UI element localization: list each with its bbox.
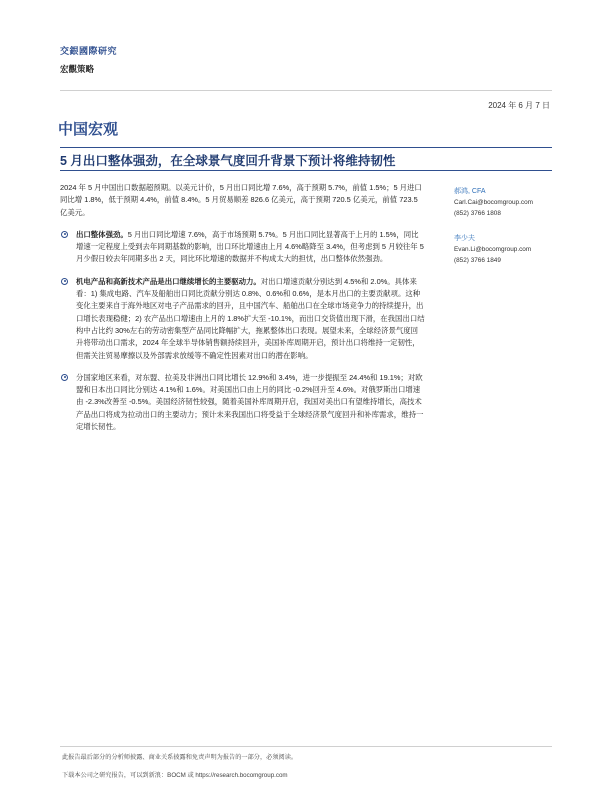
title-bar	[60, 147, 552, 171]
analyst-phone: (852) 3766 1849	[454, 257, 501, 264]
bullet-regions	[60, 372, 425, 433]
analyst-card	[454, 186, 554, 219]
analyst-phone: (852) 3766 1808	[454, 210, 501, 217]
bullet-icon	[61, 231, 68, 238]
bullet-export-strength	[60, 229, 425, 266]
brand-name: 交銀國際研究	[60, 46, 118, 56]
report-header	[60, 44, 117, 75]
bullet-drivers	[60, 276, 425, 362]
footer-divider	[60, 746, 552, 747]
bullet-heading: 机电产品和高新技术产品是出口继续增长的主要驱动力。	[76, 276, 261, 286]
bullet-text: 对出口增速贡献分别达到 4.5%和 2.0%。具体来看：1) 集成电路、汽车及船舶出口同比贡献分别达 0.8%、0.6%和 0.6%，是本月出口的主要贡献项。这种变化主要来自于海外地区对电子产品需求的回升，且中国汽车、船舶出口在全球市场竞争力的持续提升，出口增长表现稳健；2) 农产品出口增速由上月的 1.8%扩大至 -10.1%，而出口交货值出现下滑，在我国出口结构中占比约 30%左右的劳动密集型产品同比降幅扩大，拖累整体出口表现。展望未来，全球经济景气度回升将带动出口需求，2024 年全球半导体销售额持续回升，美国补库周期开启，预计出口将维持一定韧性，但需关注贸易摩擦以及外部需求放缓等不确定性因素对出口的潜在影响。	[76, 276, 425, 360]
bullet-heading: 出口整体强劲。	[76, 229, 128, 239]
analyst-card	[454, 233, 554, 266]
bullet-icon	[61, 278, 68, 285]
report-date: 2024 年 6 月 7 日	[488, 101, 550, 110]
research-access-note[interactable]: 下载本公司之研究报告，可以到新浪：BOCM 或 https://research.bocomgroup.com	[62, 772, 288, 779]
bullet-icon	[61, 374, 68, 381]
analyst-name: 郝鸿, CFA	[454, 188, 486, 195]
analyst-email[interactable]: Carl.Cai@bocomgroup.com	[454, 199, 533, 206]
analyst-column	[454, 186, 554, 280]
lead-paragraph: 2024 年 5 月中国出口数据超预期。以美元计价，5 月出口同比增 7.6%，高于预期 5.7%，前值 1.5%；5 月进口同比增 1.8%，低于预期 4.4%，前值 8.4%。5 月贸易顺差 826.6 亿美元，高于预期 720.5 亿美元，前值 723.5 亿美元。	[60, 183, 422, 217]
section-name: 宏觀策略	[60, 64, 95, 74]
report-title: 5 月出口整体强劲，在全球景气度回升背景下预计将维持韧性	[60, 154, 396, 168]
report-type: 中国宏观	[58, 121, 119, 138]
analyst-email[interactable]: Evan.Li@bocomgroup.com	[454, 246, 532, 253]
main-content	[60, 182, 425, 443]
bullet-text: 分国家地区来看，对东盟、拉美及非洲出口同比增长 12.9%和 3.4%，进一步提振至 24.4%和 19.1%；对欧盟和日本出口同比分别达 4.1%和 1.6%。对美国出口由上月的同比 -0.2%回升至 4.6%。对俄罗斯出口增速由 -2.3%改善至 -0.5%。美国经济韧性较强，随着美国补库周期开启，我国对美出口有望维持增长，高技术产品出口将成为拉动出口的主要动力；预计未来我国出口将受益于全球经济景气度回升和补库需求，维持一定增长韧性。	[76, 372, 424, 432]
bullet-text: 5 月出口同比增速 7.6%，高于市场预期 5.7%。5 月出口同比显著高于上月的 1.5%，同比增速一定程度上受到去年同期基数的影响，出口环比增速由上月 4.6%略降至 3.4%，但考虑到 5 月较往年 5 月少假日较去年同期多出 2 天，同比环比增速的数据并不构成太大的担忧，出口整体依然强劲。	[76, 229, 424, 264]
disclaimer-text: 此报告最后部分的分析师披露、商业关系披露和免责声明为报告的一部分，必须阅读。	[62, 754, 298, 761]
header-divider	[60, 90, 552, 91]
analyst-name: 李少夫	[454, 235, 475, 242]
